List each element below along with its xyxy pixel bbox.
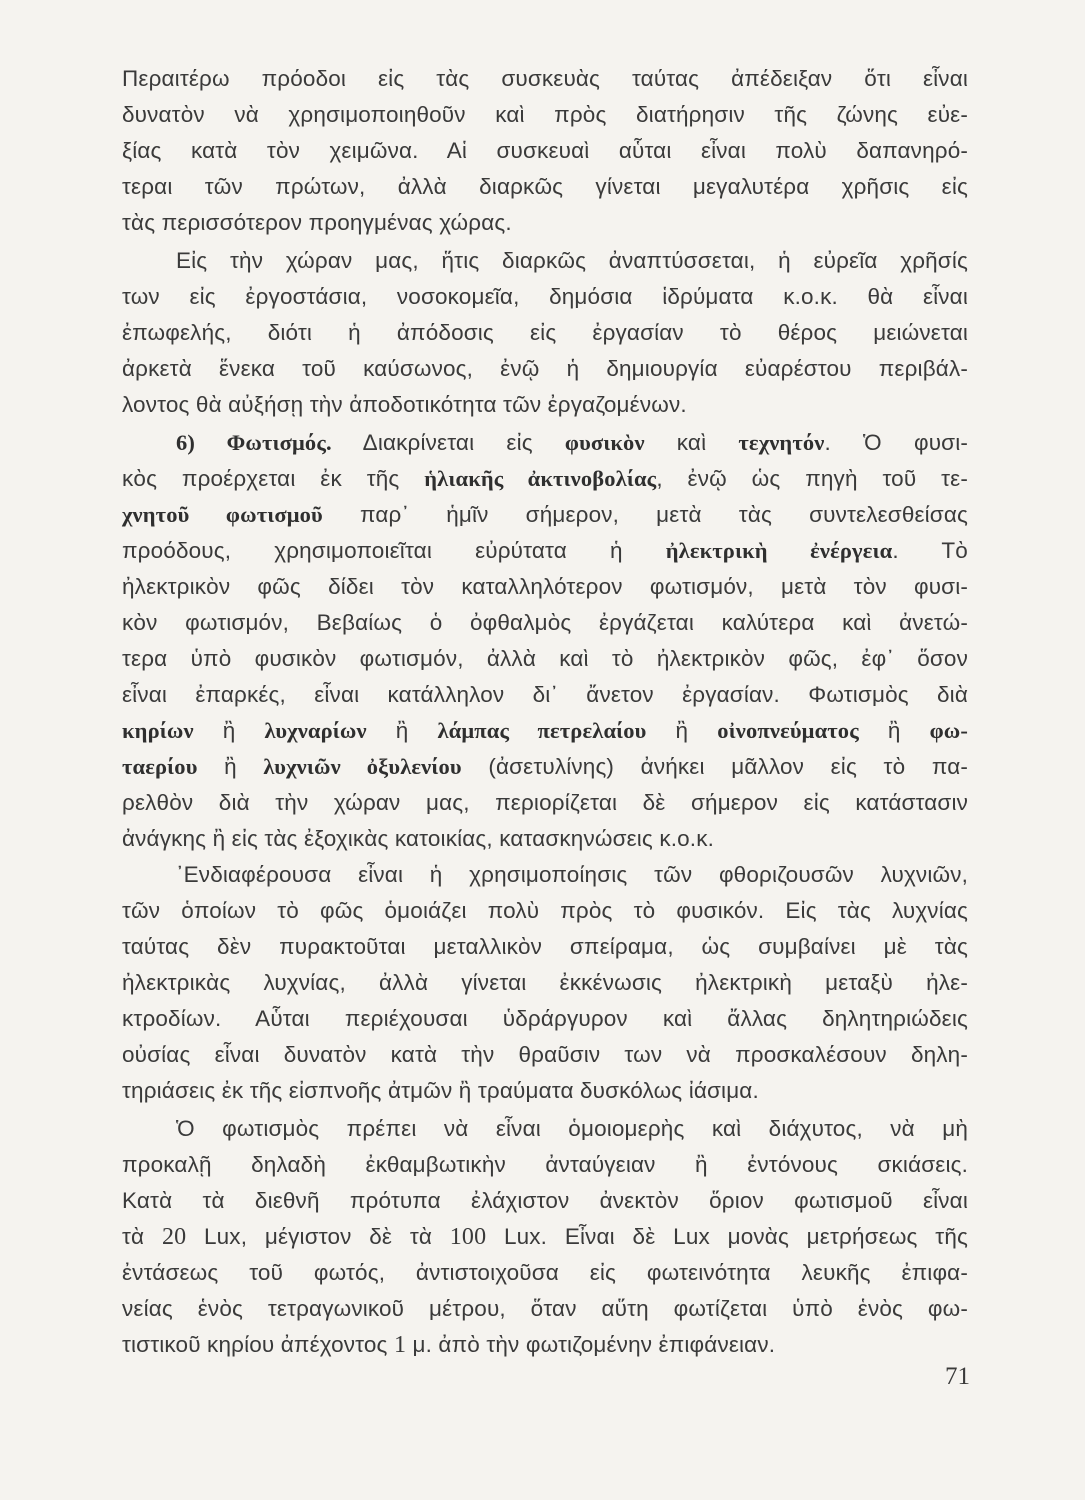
text-line xyxy=(122,714,968,748)
text-line xyxy=(122,98,968,132)
text-line xyxy=(122,1038,968,1072)
text-line xyxy=(122,388,968,422)
bold-term: λυχναρίων xyxy=(264,718,367,743)
text-line xyxy=(122,1256,968,1290)
text-run: ἢ xyxy=(197,754,264,779)
text-line xyxy=(122,170,968,204)
text-line xyxy=(122,642,968,676)
text-line xyxy=(176,426,968,460)
bold-term: 6) Φωτισμός. xyxy=(176,430,332,455)
text-run: ἢ xyxy=(366,718,438,743)
text-line xyxy=(122,316,968,350)
text-run: ἢ xyxy=(193,718,265,743)
bold-term: κηρίων xyxy=(122,718,194,743)
text-run: οὐσίας εἶναι δυνατὸν κατὰ τὴν θραῦσιν των νὰ προσκαλέσουν δηλη- xyxy=(122,1042,968,1067)
text-run: τὰς περισσότερον προηγμένας χώρας. xyxy=(122,210,512,235)
text-run: Διακρίνεται εἰς xyxy=(331,430,565,455)
text-run: τηριάσεις ἐκ τῆς εἰσπνοῆς ἀτμῶν ἢ τραύματα δυσκόλως ἰάσιμα. xyxy=(122,1078,759,1103)
text-run: παρ᾽ ἡμῖν σήμερον, μετὰ τὰς συντελεσθείσας xyxy=(322,502,968,527)
text-run: ἠλεκτρικὰς λυχνίας, ἀλλὰ γίνεται ἐκκένωσις ἠλεκτρικὴ μεταξὺ ἠλε- xyxy=(122,970,968,995)
bold-term: ταερίου xyxy=(122,754,198,779)
text-run: ἢ xyxy=(858,718,930,743)
text-line xyxy=(122,606,968,640)
text-run: . Ὁ φυσι- xyxy=(824,430,968,455)
text-line xyxy=(122,822,968,856)
text-run: Ὁ φωτισμὸς πρέπει νὰ εἶναι ὁμοιομερὴς καὶ διάχυτος, νὰ μὴ xyxy=(176,1116,968,1141)
bold-term: τεχνητόν xyxy=(738,430,825,455)
text-run: ἢ xyxy=(646,718,718,743)
bold-term: φω- xyxy=(929,718,969,743)
text-run: των εἰς ἐργοστάσια, νοσοκομεῖα, δημόσια ἱδρύματα κ.ο.κ. θὰ εἶναι xyxy=(122,284,968,309)
bold-term: οἰνοπνεύματος xyxy=(717,718,859,743)
text-line xyxy=(122,750,968,784)
text-run: κὸς προέρχεται ἐκ τῆς xyxy=(122,466,425,491)
text-run: κὸν φωτισμόν, Βεβαίως ὁ ὀφθαλμὸς ἐργάζεται καλύτερα καὶ ἀνετώ- xyxy=(122,610,968,635)
text-line xyxy=(122,966,968,1000)
text-run: . Τὸ xyxy=(892,538,968,563)
text-run: Lux, μέγιστον δὲ τὰ xyxy=(186,1224,450,1249)
text-line xyxy=(122,206,968,240)
text-run: κτροδίων. Αὗται περιέχουσαι ὑδράργυρον καὶ ἄλλας δηλητηριώδεις xyxy=(122,1006,968,1031)
bold-term: ἠλεκτρικὴ ἐνέργεια xyxy=(665,538,893,563)
text-run: τεραι τῶν πρώτων, ἀλλὰ διαρκῶς γίνεται μεγαλυτέρα χρῆσις εἰς xyxy=(122,174,968,199)
text-line xyxy=(176,858,968,892)
text-run: καὶ xyxy=(644,430,739,455)
text-line xyxy=(122,1328,968,1362)
text-line xyxy=(122,894,968,928)
text-run: ἀνάγκης ἢ εἰς τὰς ἐξοχικὰς κατοικίας, κατασκηνώσεις κ.ο.κ. xyxy=(122,826,714,851)
text-run: τῶν ὁποίων τὸ φῶς ὁμοιάζει πολὺ πρὸς τὸ φυσικόν. Εἰς τὰς λυχνίας xyxy=(122,898,968,923)
text-line xyxy=(122,1292,968,1326)
text-line xyxy=(122,462,968,496)
text-run: δυνατὸν νὰ χρησιμοποιηθοῦν καὶ πρὸς διατήρησιν τῆς ζώνης εὐε- xyxy=(122,102,968,127)
text-line xyxy=(176,1112,968,1146)
text-run: εἶναι ἐπαρκές, εἶναι κατάλληλον δι᾽ ἄνετον ἐργασίαν. Φωτισμὸς διὰ xyxy=(122,682,968,707)
numeral: 100 xyxy=(449,1224,487,1250)
text-run: τὰ xyxy=(122,1224,162,1249)
text-run: νείας ἑνὸς τετραγωνικοῦ μέτρου, ὅταν αὕτη φωτίζεται ὑπὸ ἑνὸς φω- xyxy=(122,1296,968,1321)
text-run: Περαιτέρω πρόοδοι εἰς τὰς συσκευὰς ταύτας ἀπέδειξαν ὅτι εἶναι xyxy=(122,66,968,91)
text-line xyxy=(122,786,968,820)
bold-term: λάμπας πετρελαίου xyxy=(437,718,647,743)
text-run: Lux. Εἶναι δὲ Lux μονὰς μετρήσεως τῆς xyxy=(486,1224,968,1249)
bold-term: λυχνιῶν ὀξυλενίου xyxy=(263,754,462,779)
text-run: τιστικοῦ κηρίου ἀπέχοντος xyxy=(122,1332,394,1357)
text-line xyxy=(122,534,968,568)
page-number: 71 xyxy=(945,1363,970,1390)
text-line xyxy=(122,1220,968,1254)
text-line xyxy=(122,1148,968,1182)
text-run: προόδους, χρησιμοποιεῖται εὐρύτατα ἡ xyxy=(122,538,666,563)
text-line xyxy=(176,244,968,278)
text-line xyxy=(122,134,968,168)
text-run: τερα ὑπὸ φυσικὸν φωτισμόν, ἀλλὰ καὶ τὸ ἠλεκτρικὸν φῶς, ἐφ᾽ ὅσον xyxy=(122,646,968,671)
text-run: ἐπωφελής, διότι ἡ ἀπόδοσις εἰς ἐργασίαν τὸ θέρος μειώνεται xyxy=(122,320,968,345)
text-run: ρελθὸν διὰ τὴν χώραν μας, περιορίζεται δὲ σήμερον εἰς κατάστασιν xyxy=(122,790,968,815)
text-run: λοντος θὰ αὐξήσῃ τὴν ἀποδοτικότητα τῶν ἐργαζομένων. xyxy=(122,392,687,417)
text-line xyxy=(122,678,968,712)
text-line xyxy=(122,570,968,604)
text-line xyxy=(122,62,968,96)
text-run: ἀρκετὰ ἕνεκα τοῦ καύσωνος, ἐνῷ ἡ δημιουργία εὐαρέστου περιβάλ- xyxy=(122,356,968,381)
text-run: , ἐνῷ ὡς πηγὴ τοῦ τε- xyxy=(656,466,968,491)
text-run: προκαλῇ δηλαδὴ ἐκθαμβωτικὴν ἀνταύγειαν ἢ ἐντόνους σκιάσεις. xyxy=(122,1152,968,1177)
text-run: Εἰς τὴν χώραν μας, ἥτις διαρκῶς ἀναπτύσσεται, ἡ εὐρεῖα χρῆσίς xyxy=(176,248,968,273)
text-run: ᾽Ενδιαφέρουσα εἶναι ἡ χρησιμοποίησις τῶν φθοριζουσῶν λυχνιῶν, xyxy=(176,862,968,887)
numeral: 20 xyxy=(161,1224,187,1250)
text-line xyxy=(122,352,968,386)
text-run: (ἀσετυλίνης) ἀνήκει μᾶλλον εἰς τὸ πα- xyxy=(461,754,969,779)
text-line xyxy=(122,1002,968,1036)
text-line xyxy=(122,1074,968,1108)
text-run: ἠλεκτρικὸν φῶς δίδει τὸν καταλληλότερον φωτισμόν, μετὰ τὸν φυσι- xyxy=(122,574,968,599)
text-run: μ. ἀπὸ τὴν φωτιζομένην ἐπιφάνειαν. xyxy=(406,1332,776,1357)
text-run: ξίας κατὰ τὸν χειμῶνα. Αἱ συσκευαὶ αὗται εἶναι πολὺ δαπανηρό- xyxy=(122,138,968,163)
text-run: Κατὰ τὰ διεθνῆ πρότυπα ἐλάχιστον ἀνεκτὸν ὅριον φωτισμοῦ εἶναι xyxy=(122,1188,968,1213)
text-run: ταύτας δὲν πυρακτοῦται μεταλλικὸν σπείραμα, ὡς συμβαίνει μὲ τὰς xyxy=(122,934,968,959)
text-line xyxy=(122,930,968,964)
text-line xyxy=(122,280,968,314)
text-run: ἐντάσεως τοῦ φωτός, ἀντιστοιχοῦσα εἰς φωτεινότητα λευκῆς ἐπιφα- xyxy=(122,1260,968,1285)
text-line xyxy=(122,498,968,532)
numeral: 1 xyxy=(393,1332,407,1358)
text-line xyxy=(122,1184,968,1218)
bold-term: ἡλιακῆς ἀκτινοβολίας xyxy=(424,466,657,491)
bold-term: χνητοῦ φωτισμοῦ xyxy=(122,502,323,527)
bold-term: φυσικὸν xyxy=(564,430,645,455)
